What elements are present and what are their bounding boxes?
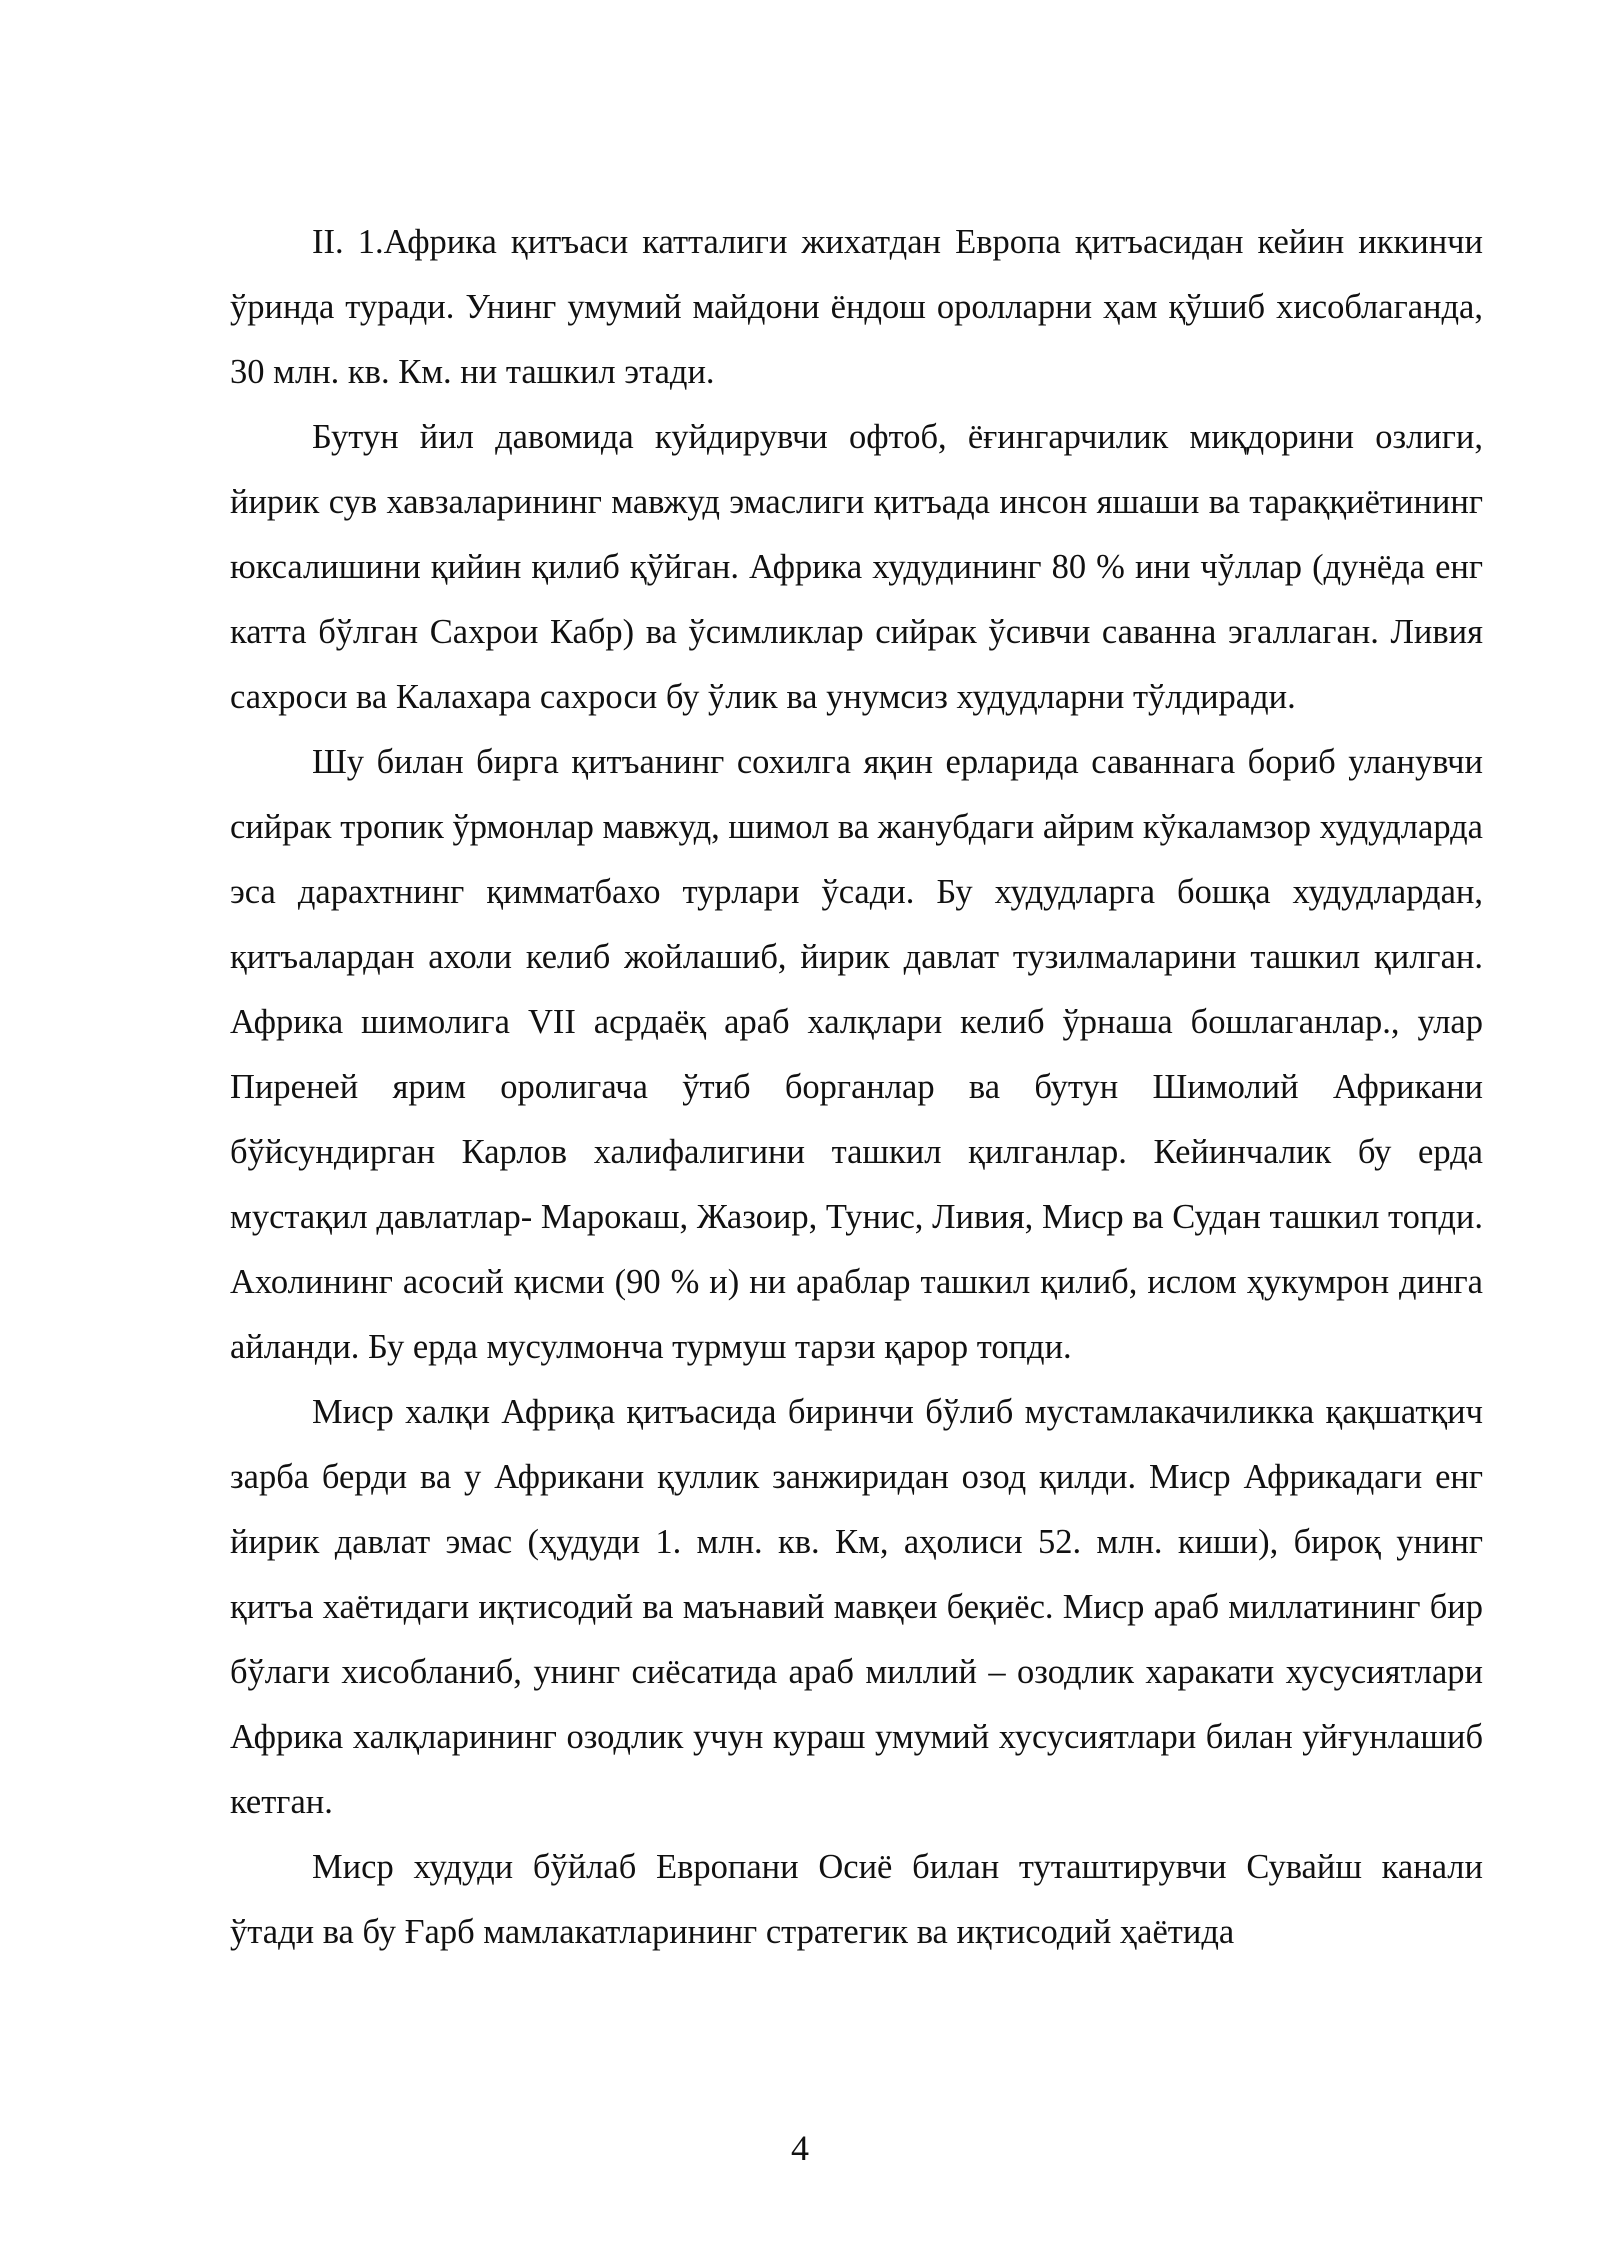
paragraph-2: Бутун йил давомида куйдирувчи офтоб, ёғингарчилик миқдорини озлиги, йирик сув хавзаларининг мавжуд эмаслиги қитъада инсон яшаши ва тараққиётининг юксалишини қийин қилиб қўйган. Африка худудининг 80 % ини чўллар (дунёда енг катта бўлган Сахрои Кабр) ва ўсимликлар сийрак ўсивчи саванна эгаллаган. Ливия сахроси ва Калахара сахроси бу ўлик ва унумсиз худудларни тўлдиради.	[230, 418, 1483, 716]
paragraph-5: Миср худуди бўйлаб Европани Осиё билан туташтирувчи Сувайш канали ўтади ва бу Ғарб мамлакатларининг стратегик ва иқтисодий ҳаётида	[230, 1848, 1483, 1951]
paragraph-3: Шу билан бирга қитъанинг сохилга яқин ерларида саваннага бориб уланувчи сийрак тропик ўрмонлар мавжуд, шимол ва жанубдаги айрим кўкаламзор худудларда эса дарахтнинг қимматбахо турлари ўсади. Бу худудларга бошқа худудлардан, қитъалардан ахоли келиб жойлашиб, йирик давлат тузилмаларини ташкил қилган. Африка шимолига VII асрдаёқ араб халқлари келиб ўрнаша бошлаганлар., улар Пиреней ярим оролигача ўтиб борганлар ва бутун Шимолий Африкани бўйсундирган Карлов халифалигини ташкил қилганлар. Кейинчалик бу ерда мустақил давлатлар- Марокаш, Жазоир, Тунис, Ливия, Миср ва Судан ташкил топди. Ахолининг асосий қисми (90 % и) ни араблар ташкил қилиб, ислом ҳукумрон динга айланди. Бу ерда мусулмонча турмуш тарзи қарор топди.	[230, 743, 1483, 1366]
paragraph-4: Миср халқи Африқа қитъасида биринчи бўлиб мустамлакачиликка қақшатқич зарба берди ва у Африкани қуллик занжиридан озод қилди. Миср Африкадаги енг йирик давлат эмас (ҳудуди 1. млн. кв. Км, аҳолиси 52. млн. киши), бироқ унинг қитъа хаётидаги иқтисодий ва маънавий мавқеи беқиёс. Миср араб миллатининг бир бўлаги хисобланиб, унинг сиёсатида араб миллий – озодлик харакати хусусиятлари Африка халқларининг озодлик учун кураш умумий хусусиятлари билан уйғунлашиб кетган.	[230, 1393, 1483, 1821]
paragraph-1: II. 1.Африка қитъаси катталиги жихатдан Европа қитъасидан кейин иккинчи ўринда туради. Унинг умумий майдони ёндош оролларни ҳам қўшиб хисоблаганда, 30 млн. кв. Км. ни ташкил этади.	[230, 223, 1483, 391]
body-text	[230, 210, 1483, 1965]
page-number: 4	[791, 2128, 809, 2168]
